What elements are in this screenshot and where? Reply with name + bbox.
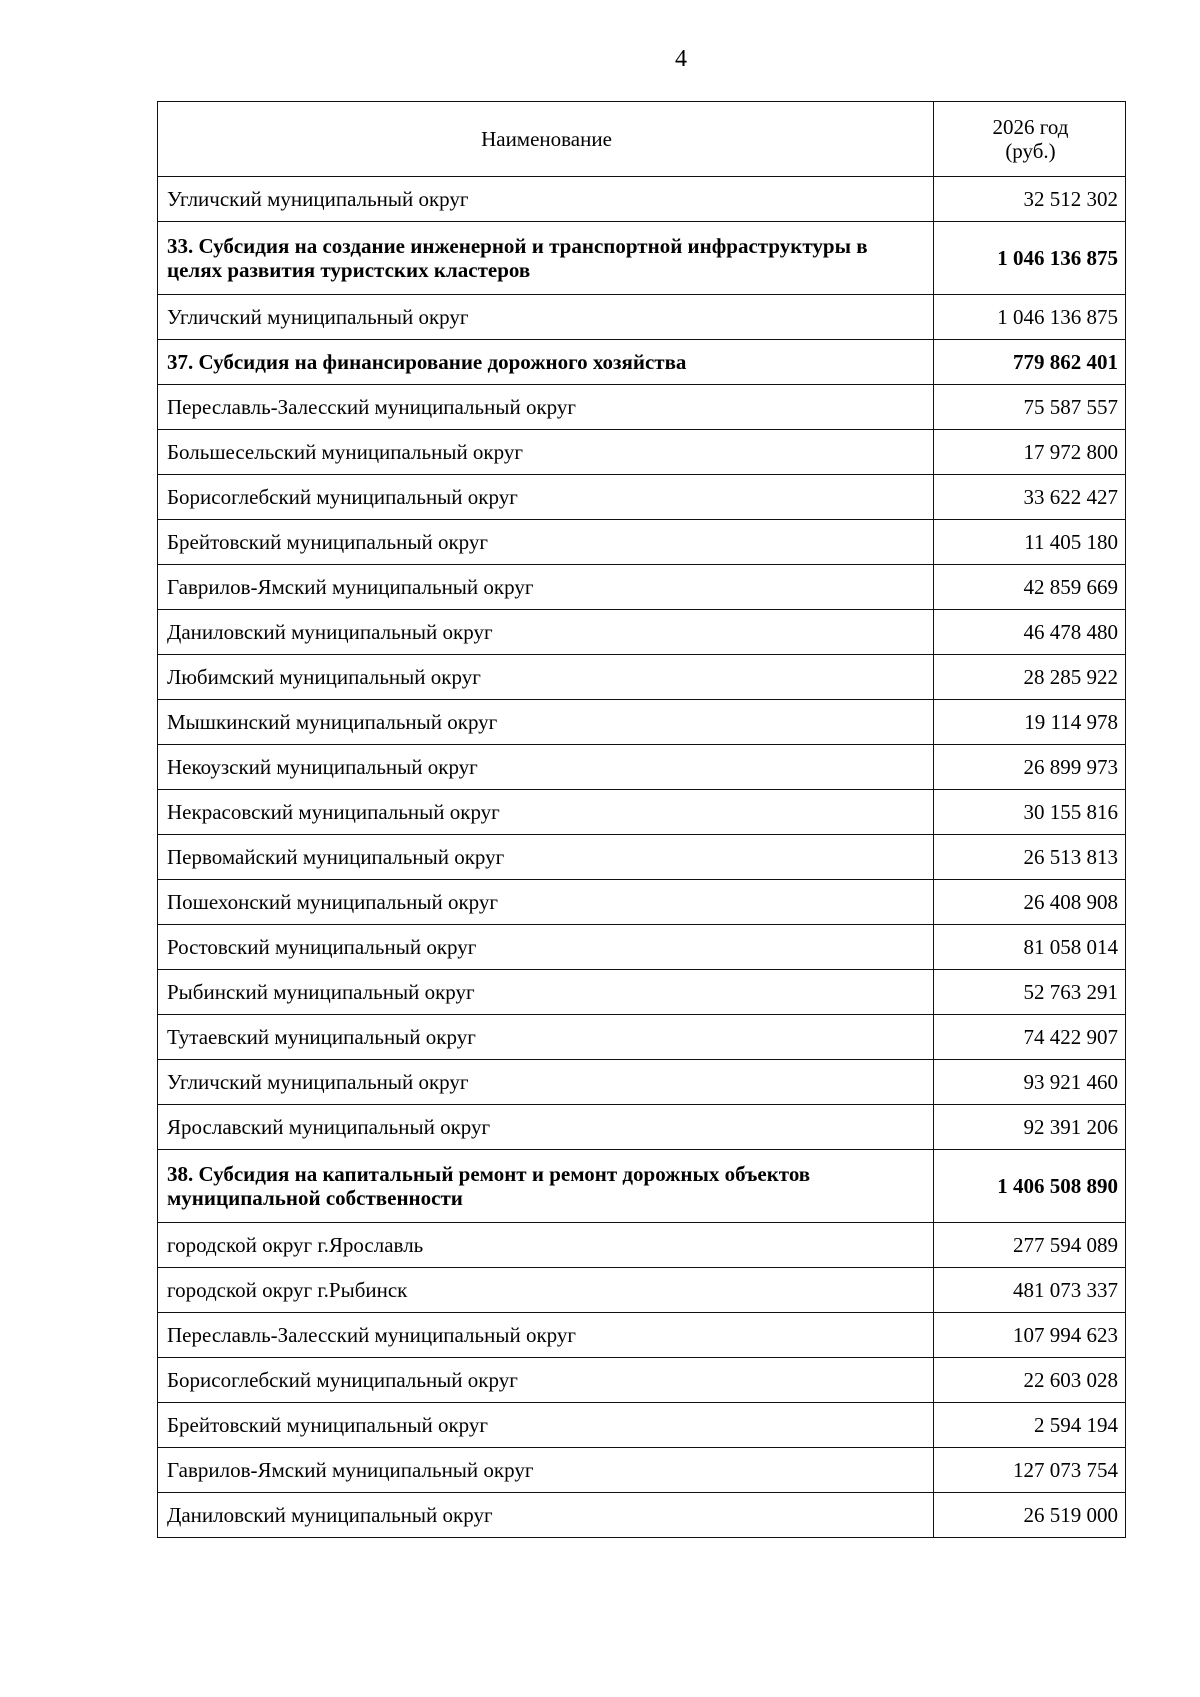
section-title-cell: 38. Субсидия на капитальный ремонт и ремонт дорожных объектов муниципальной собственности (158, 1150, 934, 1223)
municipality-name-cell: Брейтовский муниципальный округ (158, 1403, 934, 1448)
municipality-name-cell: Даниловский муниципальный округ (158, 1493, 934, 1538)
municipality-name-cell: городской округ г.Ярославль (158, 1223, 934, 1268)
table-row (158, 1493, 1126, 1538)
section-title-cell: 33. Субсидия на создание инженерной и транспортной инфраструктуры в целях развития туристских кластеров (158, 222, 934, 295)
municipality-name-cell: Ростовский муниципальный округ (158, 925, 934, 970)
municipality-name-cell: Гаврилов-Ямский муниципальный округ (158, 1448, 934, 1493)
municipality-name-cell: Борисоглебский муниципальный округ (158, 475, 934, 520)
amount-cell: 33 622 427 (934, 475, 1126, 520)
header-unit: (руб.) (1005, 139, 1056, 163)
amount-cell: 81 058 014 (934, 925, 1126, 970)
municipality-name-cell: Даниловский муниципальный округ (158, 610, 934, 655)
table-row (158, 520, 1126, 565)
table-row (158, 475, 1126, 520)
amount-cell: 127 073 754 (934, 1448, 1126, 1493)
amount-cell: 26 899 973 (934, 745, 1126, 790)
municipality-name-cell: Угличский муниципальный округ (158, 1060, 934, 1105)
municipality-name-cell: Гаврилов-Ямский муниципальный округ (158, 565, 934, 610)
amount-cell: 28 285 922 (934, 655, 1126, 700)
table-row (158, 1268, 1126, 1313)
table-row (158, 1313, 1126, 1358)
header-year: 2026 год (992, 115, 1069, 139)
amount-cell: 481 073 337 (934, 1268, 1126, 1313)
amount-cell: 11 405 180 (934, 520, 1126, 565)
table-section-row (158, 1150, 1126, 1223)
municipality-name-cell: Ярославский муниципальный округ (158, 1105, 934, 1150)
table-row (158, 1223, 1126, 1268)
page-number: 4 (675, 46, 687, 72)
municipality-name-cell: Некоузский муниципальный округ (158, 745, 934, 790)
table-row (158, 610, 1126, 655)
table-row (158, 1060, 1126, 1105)
table-row (158, 1015, 1126, 1060)
amount-cell: 17 972 800 (934, 430, 1126, 475)
table-row (158, 565, 1126, 610)
table-row (158, 177, 1126, 222)
table-row (158, 970, 1126, 1015)
municipality-name-cell: Первомайский муниципальный округ (158, 835, 934, 880)
table-row (158, 925, 1126, 970)
section-total-cell: 1 406 508 890 (934, 1150, 1126, 1223)
municipality-name-cell: Любимский муниципальный округ (158, 655, 934, 700)
amount-cell: 26 513 813 (934, 835, 1126, 880)
municipality-name-cell: Угличский муниципальный округ (158, 295, 934, 340)
municipality-name-cell: Переславль-Залесский муниципальный округ (158, 1313, 934, 1358)
budget-table (157, 101, 1126, 1538)
municipality-name-cell: Рыбинский муниципальный округ (158, 970, 934, 1015)
table-section-row (158, 340, 1126, 385)
table-section-row (158, 222, 1126, 295)
amount-cell: 277 594 089 (934, 1223, 1126, 1268)
table-row (158, 1105, 1126, 1150)
municipality-name-cell: Мышкинский муниципальный округ (158, 700, 934, 745)
table-row (158, 790, 1126, 835)
header-amount-column (934, 102, 1126, 177)
table-row (158, 1358, 1126, 1403)
municipality-name-cell: Тутаевский муниципальный округ (158, 1015, 934, 1060)
municipality-name-cell: Пошехонский муниципальный округ (158, 880, 934, 925)
table-row (158, 880, 1126, 925)
table-row (158, 1403, 1126, 1448)
table-row (158, 430, 1126, 475)
table-row (158, 295, 1126, 340)
municipality-name-cell: Некрасовский муниципальный округ (158, 790, 934, 835)
table-row (158, 1448, 1126, 1493)
table-body (158, 177, 1126, 1538)
amount-cell: 26 519 000 (934, 1493, 1126, 1538)
amount-cell: 1 046 136 875 (934, 295, 1126, 340)
amount-cell: 107 994 623 (934, 1313, 1126, 1358)
amount-cell: 93 921 460 (934, 1060, 1126, 1105)
amount-cell: 32 512 302 (934, 177, 1126, 222)
amount-cell: 19 114 978 (934, 700, 1126, 745)
municipality-name-cell: городской округ г.Рыбинск (158, 1268, 934, 1313)
section-total-cell: 779 862 401 (934, 340, 1126, 385)
amount-cell: 74 422 907 (934, 1015, 1126, 1060)
amount-cell: 22 603 028 (934, 1358, 1126, 1403)
municipality-name-cell: Брейтовский муниципальный округ (158, 520, 934, 565)
amount-cell: 42 859 669 (934, 565, 1126, 610)
municipality-name-cell: Борисоглебский муниципальный округ (158, 1358, 934, 1403)
amount-cell: 52 763 291 (934, 970, 1126, 1015)
municipality-name-cell: Переславль-Залесский муниципальный округ (158, 385, 934, 430)
table-row (158, 745, 1126, 790)
table-row (158, 655, 1126, 700)
table-row (158, 385, 1126, 430)
header-name-column: Наименование (158, 102, 934, 177)
municipality-name-cell: Угличский муниципальный округ (158, 177, 934, 222)
table-header-row (158, 102, 1126, 177)
municipality-name-cell: Большесельский муниципальный округ (158, 430, 934, 475)
amount-cell: 2 594 194 (934, 1403, 1126, 1448)
table-row (158, 700, 1126, 745)
table-row (158, 835, 1126, 880)
amount-cell: 30 155 816 (934, 790, 1126, 835)
amount-cell: 75 587 557 (934, 385, 1126, 430)
amount-cell: 26 408 908 (934, 880, 1126, 925)
section-total-cell: 1 046 136 875 (934, 222, 1126, 295)
section-title-cell: 37. Субсидия на финансирование дорожного хозяйства (158, 340, 934, 385)
amount-cell: 92 391 206 (934, 1105, 1126, 1150)
amount-cell: 46 478 480 (934, 610, 1126, 655)
